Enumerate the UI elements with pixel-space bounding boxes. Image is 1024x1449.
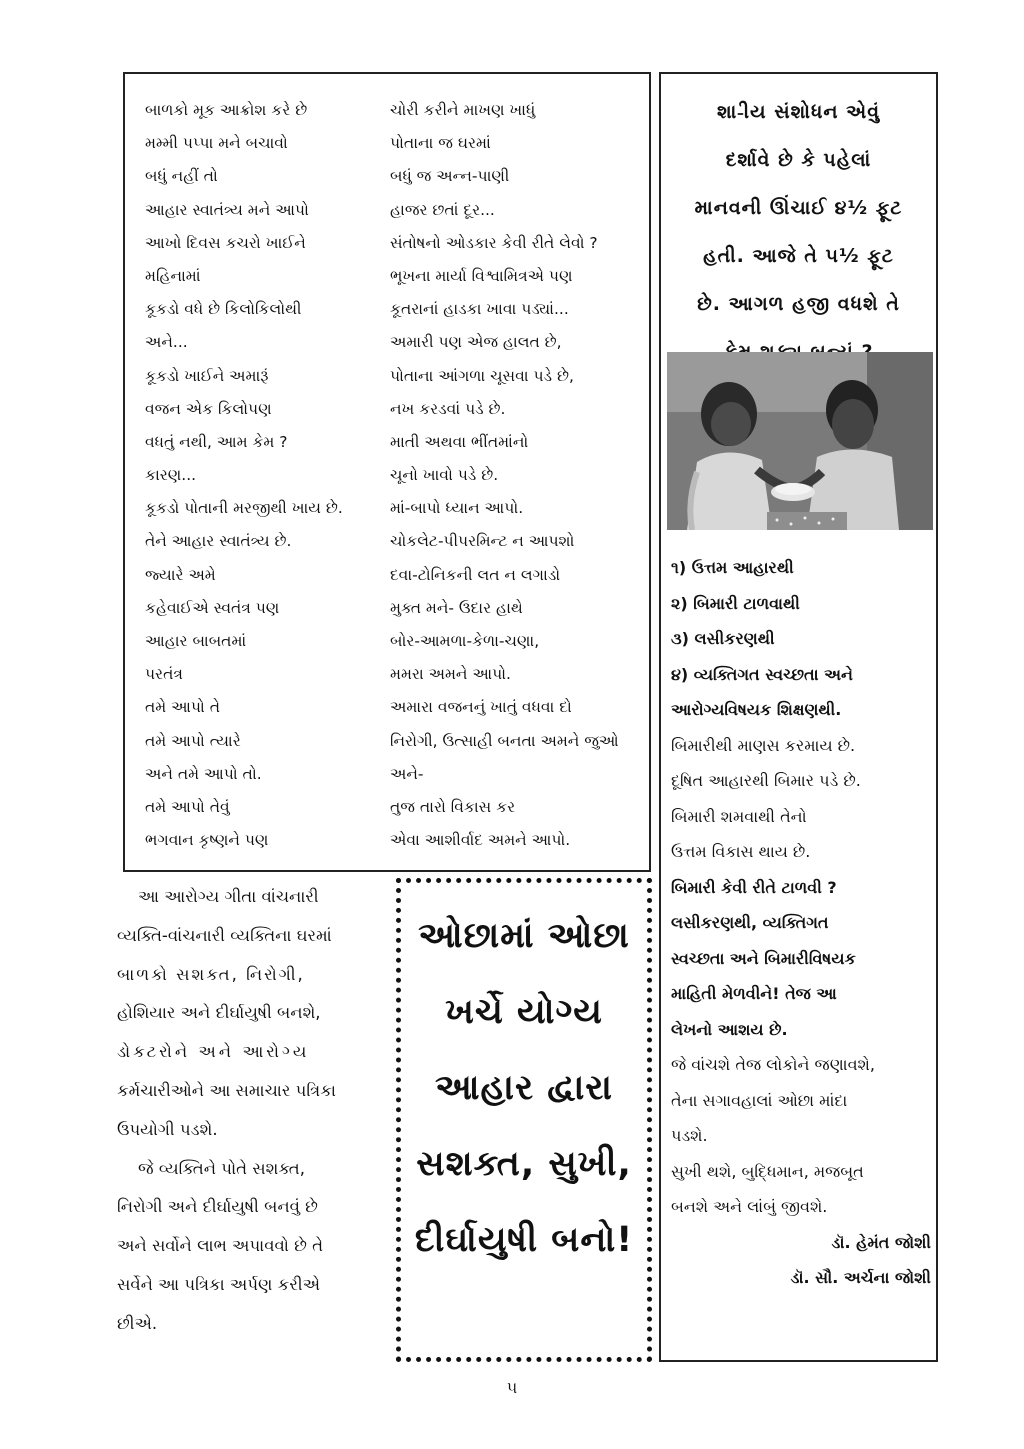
poem-line: ચોરી કરીને માખણ ખાધું — [390, 101, 536, 119]
point-item: ૩) લસીકરણથી — [671, 629, 775, 648]
body-line: સુખી થશે, બુદ્ધિમાન, મજબૂત — [671, 1161, 864, 1181]
poem-line: અમારા વજનનું ખાતું વધવા દો — [390, 698, 572, 717]
poem-line: મમ્મી પપ્પા મને બચાવો — [145, 134, 288, 153]
poem-line: પોતાના આંગળા ચૂસવા પડે છે, — [390, 366, 574, 385]
dedication-line: આ આરોગ્ય ગીતા વાંચનારી — [117, 887, 319, 906]
poem-line: આહાર બાબતમાં — [145, 632, 247, 650]
children-photo-illustration — [667, 352, 933, 530]
poem-left-column — [145, 94, 395, 857]
poem-line: અને તમે આપો તો. — [145, 764, 262, 783]
bold-line: માહિતી મેળવીને! તેજ આ — [671, 984, 837, 1003]
dedication-line: ડોક્ટરોને અને આરોગ્ય — [117, 1042, 310, 1062]
body-line: બિમારી શમવાથી તેનો — [671, 806, 807, 826]
poem-line: માં-બાપો ધ્યાન આપો. — [390, 499, 524, 518]
dedication-line: ઉપયોગી પડશે. — [117, 1119, 218, 1139]
slogan-line: સશક્ત, સુખી, — [416, 1144, 632, 1184]
sidebar-body — [671, 550, 933, 1296]
poem-line: માતી અથવા ભીંતમાંનો — [390, 432, 529, 451]
poem-line: કારણ... — [145, 466, 197, 485]
poem-line: મહિનામાં — [145, 266, 201, 285]
poem-line: સંતોષનો ઓડકાર કેવી રીતે લેવો ? — [390, 233, 598, 252]
poem-line: ચોકલેટ-પીપરમિન્ટ ન આપશો — [390, 532, 575, 551]
author-signature: ડૉ. હેમંત જોશી — [831, 1232, 931, 1252]
point-item: ૪) વ્યક્તિગત સ્વચ્છતા અને — [671, 664, 853, 684]
poem-line: ભગવાન કૃષ્ણને પણ — [145, 831, 269, 850]
dedication-line: અને સર્વોને લાભ અપાવવો છે તે — [117, 1236, 324, 1256]
slogan-line: દીર્ઘાયુષી બનો! — [414, 1220, 634, 1260]
poem-line: તુજ તારો વિકાસ કર — [390, 797, 516, 816]
body-line: પડશે. — [671, 1126, 708, 1145]
body-line: બિમારીથી માણસ કરમાય છે. — [671, 735, 856, 755]
dedication-line: છીએ. — [117, 1313, 158, 1333]
poem-line: હાજર છતાં દૂર... — [390, 200, 495, 219]
poem-line: કૂકડો વધે છે કિલોકિલોથી — [145, 300, 302, 319]
poem-line: કહેવાઈએ સ્વતંત્ર પણ — [145, 598, 280, 617]
body-line: બનશે અને લાંબું જીવશે. — [671, 1197, 828, 1216]
bold-line: લેખનો આશય છે. — [671, 1019, 788, 1039]
body-line: તેના સગાવહાલાં ઓછા માંદા — [671, 1090, 848, 1110]
poem-line: તમે આપો ત્યારે — [145, 731, 241, 750]
poem-box — [123, 72, 651, 872]
poem-line: બાળકો મૂક આક્રોશ કરે છે — [145, 101, 308, 119]
poem-line: આહાર સ્વાતંત્ર્ય મને આપો — [145, 200, 309, 219]
bold-line: બિમારી કેવી રીતે ટાળવી ? — [671, 877, 837, 897]
poem-line: વજન એક કિલોપણ — [145, 399, 272, 418]
poem-line: અને- — [390, 764, 424, 783]
slogan-box — [396, 878, 652, 1362]
body-line: જે વાંચશે તેજ લોકોને જણાવશે, — [671, 1055, 875, 1074]
headline-line: દર્શાવે છે કે પહેલાં — [725, 149, 872, 171]
poem-line: દવા-ટોનિકની લત ન લગાડો — [390, 565, 561, 584]
point-item: ૧) ઉત્તમ આહારથી — [671, 558, 794, 577]
point-item: ૨) બિમારી ટાળવાથી — [671, 593, 800, 613]
slogan-line: ખર્ચે યોગ્ય — [445, 992, 603, 1032]
bold-line: લસીકરણથી, વ્યક્તિગત — [671, 913, 829, 932]
poem-line: ભૂખના માર્યા વિશ્વામિત્રએ પણ — [390, 266, 573, 285]
poem-line: આખો દિવસ કચરો ખાઈને — [145, 233, 306, 252]
dedication-paragraph — [117, 878, 379, 1344]
poem-line: વધતું નથી, આમ કેમ ? — [145, 432, 288, 451]
poem-line: બોર-આમળા-કેળા-ચણા, — [390, 632, 540, 650]
dedication-line: વ્યક્તિ-વાંચનારી વ્યક્તિના ઘરમાં — [117, 925, 332, 945]
headline-line: હતી. આજે તે ૫½ ફૂટ — [703, 245, 894, 267]
slogan-line: ઓછામાં ઓછા — [418, 916, 630, 956]
body-line: દૂષિત આહારથી બિમાર પડે છે. — [671, 771, 861, 790]
point-item: આરોગ્યવિષયક શિક્ષણથી. — [671, 700, 842, 719]
children-photo — [667, 352, 933, 530]
poem-line: કૂકડો ખાઈને અમારૂં — [145, 366, 269, 385]
sidebar-box — [659, 72, 938, 1362]
headline-line: છે. આગળ હજી વધશે તે — [697, 293, 900, 315]
poem-line: એવા આશીર્વાદ અમને આપો. — [390, 831, 571, 850]
poem-line: તેને આહાર સ્વાતંત્ર્ય છે. — [145, 532, 292, 551]
page-number: ૫ — [506, 1378, 518, 1397]
body-line: ઉત્તમ વિકાસ થાય છે. — [671, 842, 811, 861]
poem-line: જ્યારે અમે — [145, 565, 216, 584]
author-signature: ડૉ. સૌ. અર્ચના જોશી — [790, 1268, 931, 1287]
poem-line: મમરા અમને આપો. — [390, 665, 511, 684]
dedication-line: હોશિયાર અને દીર્ઘાયુષી બનશે, — [117, 1003, 321, 1023]
poem-line: નખ કરડવાં પડે છે. — [390, 399, 506, 418]
bold-line: સ્વચ્છતા અને બિમારીવિષયક — [671, 948, 856, 968]
slogan-line: આહાર દ્વારા — [435, 1068, 613, 1108]
poem-line: નિરોગી, ઉત્સાહી બનતા અમને જુઓ — [390, 731, 619, 750]
poem-right-column — [390, 94, 655, 857]
dedication-line: સર્વેને આ પત્રિકા અર્પણ કરીએ — [117, 1274, 320, 1294]
poem-line: પોતાના જ ઘરમાં — [390, 134, 491, 153]
dedication-line: જે વ્યક્તિને પોતે સશક્ત, — [117, 1158, 305, 1178]
dedication-line: નિરોગી અને દીર્ઘાયુષી બનવું છે — [117, 1197, 318, 1217]
poem-line: મુક્ત મને- ઉદાર હાથે — [390, 598, 523, 617]
poem-line: અને... — [145, 333, 188, 352]
headline-line: માનવની ઊંચાઈ ૪½ ફૂટ — [694, 197, 903, 219]
slogan — [401, 898, 647, 1278]
poem-line: બધું જ અન્ન-પાણી — [390, 167, 510, 186]
dedication-line: બાળકો સશક્ત, નિરોગી, — [117, 964, 305, 984]
headline-line: શા-ીય સંશોધન એવું — [716, 101, 881, 123]
dedication-line: કર્મચારીઓને આ સમાચાર પત્રિકા — [117, 1080, 336, 1100]
poem-line: તમે આપો તે — [145, 698, 221, 717]
poem-line: અમારી પણ એજ હાલત છે, — [390, 333, 562, 352]
sidebar-headline — [661, 88, 936, 376]
poem-line: કૂતરાનાં હાડકા ખાવા પડ્યાં... — [390, 300, 569, 319]
poem-line: ચૂનો ખાવો પડે છે. — [390, 466, 499, 485]
poem-line: કૂકડો પોતાની મરજીથી ખાય છે. — [145, 499, 343, 518]
poem-line: પરતંત્ર — [145, 665, 183, 684]
poem-line: તમે આપો તેવું — [145, 797, 230, 816]
poem-line: બધું નહીં તો — [145, 167, 218, 186]
